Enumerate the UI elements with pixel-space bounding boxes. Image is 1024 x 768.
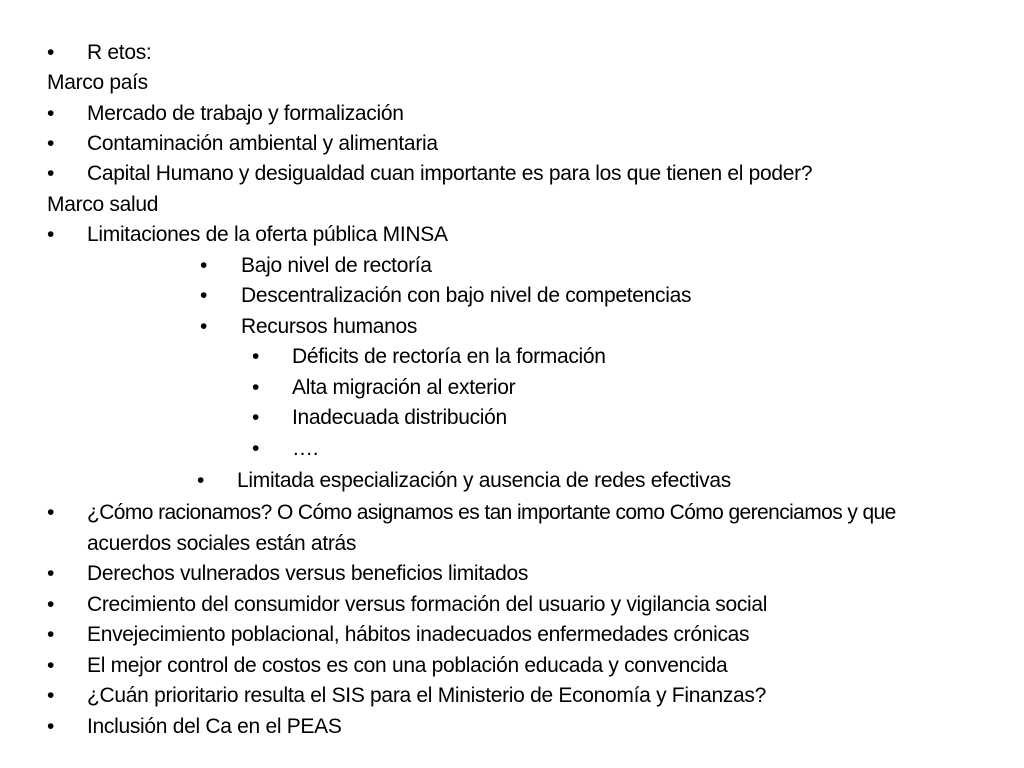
item-text: Contaminación ambiental y alimentaria [87, 132, 438, 155]
item-text: Limitada especialización y ausencia de redes efectivas [237, 469, 731, 492]
item-text: Crecimiento del consumidor versus formación del usuario y vigilancia social [87, 593, 768, 616]
item-text: ¿Cómo racionamos? O Cómo asignamos es tan importante como Cómo gerenciamos y que [87, 501, 896, 524]
bullet-dot: • [47, 102, 55, 125]
item-text: Déficits de rectoría en la formación [292, 345, 606, 368]
item-text: Bajo nivel de rectoría [241, 254, 432, 277]
item-text: Derechos vulnerados versus beneficios limitados [87, 562, 529, 585]
item-text: Inclusión del Ca en el PEAS [87, 715, 342, 738]
item-text: El mejor control de costos es con una población educada y convencida [87, 654, 728, 677]
item-text: Descentralización con bajo nivel de competencias [241, 284, 692, 307]
bullet-dot: • [252, 345, 260, 368]
item-text: Recursos humanos [241, 315, 418, 338]
item-text: Limitaciones de la oferta pública MINSA [87, 223, 448, 246]
item-text: ¿Cuán prioritario resulta el SIS para el Ministerio de Economía y Finanzas? [87, 684, 766, 707]
bullet-dot: • [200, 254, 208, 277]
bullet-dot: • [47, 501, 55, 524]
bullet-dot: • [252, 406, 260, 429]
bullet-dot: • [47, 223, 55, 246]
bullet-dot: • [47, 132, 55, 155]
bullet-dot: • [47, 715, 55, 738]
bullet-dot: • [47, 593, 55, 616]
bullet-dot: • [47, 41, 55, 64]
item-text: Mercado de trabajo y formalización [87, 102, 404, 125]
item-text: Alta migración al exterior [292, 376, 516, 399]
bullet-dot: • [252, 437, 260, 460]
item-text: Envejecimiento poblacional, hábitos inadecuados enfermedades crónicas [87, 623, 750, 646]
item-text: Inadecuada distribución [292, 406, 507, 429]
bullet-dot: • [47, 162, 55, 185]
heading-text: Marco salud [47, 193, 159, 216]
bullet-dot: • [252, 376, 260, 399]
item-text: R etos: [87, 41, 152, 64]
bullet-dot: • [200, 315, 208, 338]
item-text: …. [292, 437, 319, 460]
item-text: acuerdos sociales están atrás [87, 532, 357, 555]
bullet-dot: • [200, 284, 208, 307]
bullet-dot: • [47, 562, 55, 585]
bullet-dot: • [47, 623, 55, 646]
bullet-dot: • [47, 684, 55, 707]
item-text: Capital Humano y desigualdad cuan importante es para los que tienen el poder? [87, 162, 813, 185]
bullet-dot: • [197, 469, 205, 492]
heading-text: Marco país [47, 71, 148, 94]
bullet-dot: • [47, 654, 55, 677]
